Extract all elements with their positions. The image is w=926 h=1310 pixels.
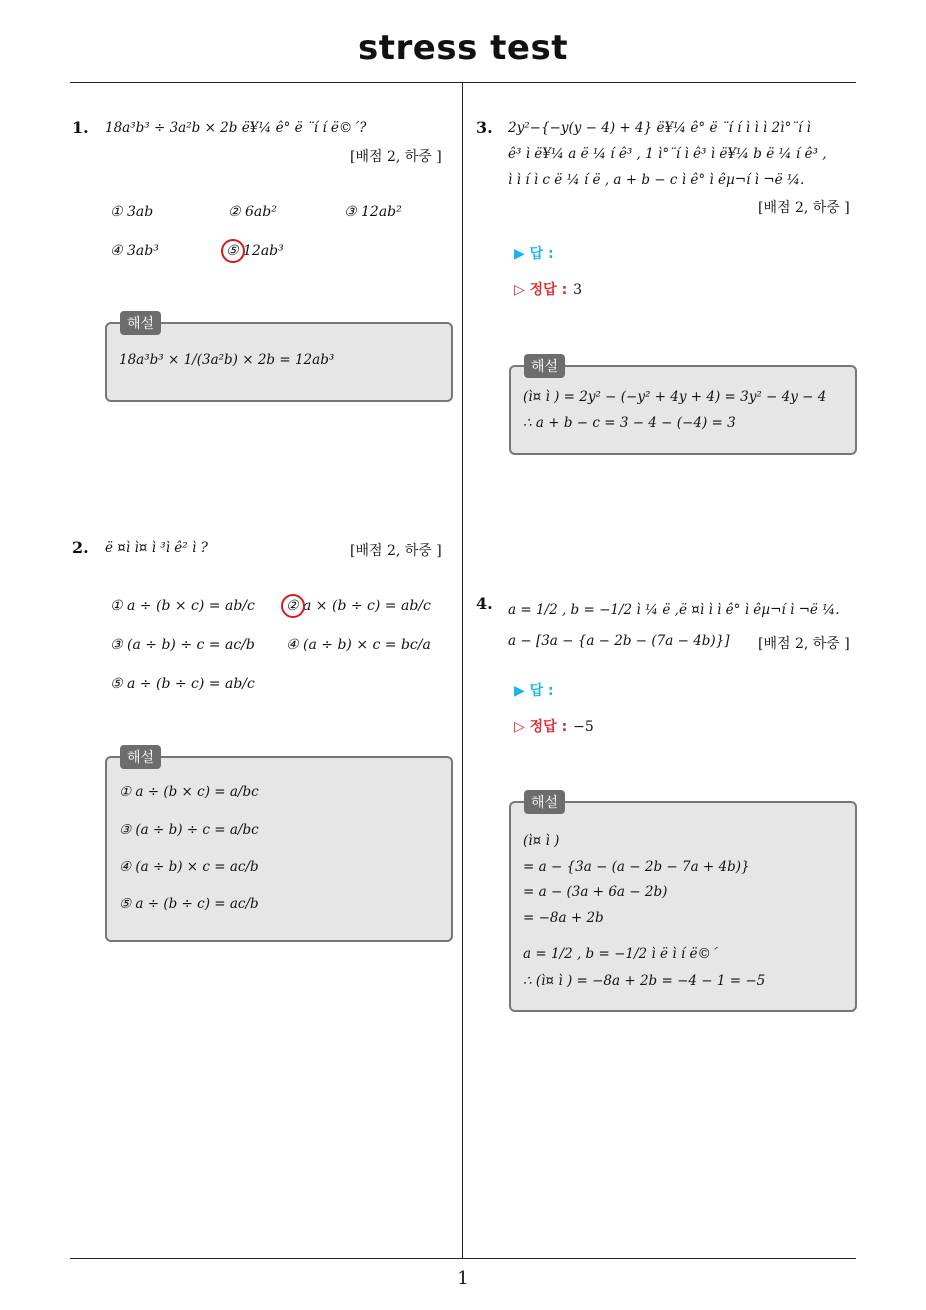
option-3[interactable]: ③ (a ÷ b) ÷ c = ac/b bbox=[110, 637, 255, 653]
explanation-line: (ì¤ ì ) = 2y² − (−y² + 4y + 4) = 3y² − 4y − 4 bbox=[523, 389, 827, 405]
option-4[interactable]: ④ 3ab³ bbox=[110, 243, 159, 259]
question-number: 3. bbox=[476, 118, 493, 137]
answer-label: ▶ 답 : bbox=[514, 683, 554, 699]
question-text-line: ê³ ì ë¥¼ a ë ¼ í ê³ , 1 ì°¨í ì ê³ ì ë¥¼ b ë ¼ í ê³ , bbox=[508, 146, 827, 162]
option-2[interactable]: ② a × (b ÷ c) = ab/c bbox=[286, 598, 431, 614]
explanation-line: ① a ÷ (b × c) = a/bc bbox=[119, 784, 259, 800]
option-2[interactable]: ② 6ab² bbox=[228, 204, 277, 220]
explanation-line: 18a³b³ × 1/(3a²b) × 2b = 12ab³ bbox=[119, 352, 335, 368]
question-meta: [배점 2, 하중 ] bbox=[350, 149, 442, 165]
correct-label: ▷ 정답 : bbox=[514, 719, 568, 735]
option-5[interactable]: ⑤ 12ab³ bbox=[226, 243, 284, 259]
column-divider bbox=[462, 83, 463, 1258]
question-text-line: 2y²−{−y(y − 4) + 4} ë¥¼ ê° ë ¨í í ì ì ì 2ì°¨í ì bbox=[508, 120, 811, 136]
answer-label: ▶ 답 : bbox=[514, 246, 554, 262]
explanation-line: (ì¤ ì ) bbox=[523, 833, 560, 849]
explanation-line: a = 1/2 , b = −1/2 ì ë ì í ë©´ bbox=[523, 946, 718, 962]
option-1[interactable]: ① 3ab bbox=[110, 204, 154, 220]
question-meta: [배점 2, 하중 ] bbox=[758, 636, 850, 652]
explanation-line: ④ (a ÷ b) × c = ac/b bbox=[119, 859, 259, 875]
explanation-line: ⑤ a ÷ (b ÷ c) = ac/b bbox=[119, 896, 259, 912]
correct-answer bbox=[514, 279, 582, 299]
explanation-line: = a − {3a − (a − 2b − 7a + 4b)} bbox=[523, 859, 750, 875]
question-text: 18a³b³ ÷ 3a²b × 2b ë¥¼ ê° ë ¨í í ë©´? bbox=[105, 120, 367, 136]
correct-label: ▷ 정답 : bbox=[514, 282, 568, 298]
explanation-line: = −8a + 2b bbox=[523, 910, 604, 926]
explanation-box bbox=[509, 365, 857, 455]
option-1[interactable]: ① a ÷ (b × c) = ab/c bbox=[110, 598, 255, 614]
selected-answer-mark bbox=[281, 594, 305, 618]
correct-answer bbox=[514, 716, 594, 736]
bottom-rule bbox=[70, 1258, 856, 1259]
question-meta: [배점 2, 하중 ] bbox=[350, 543, 442, 559]
explanation-tag: 해설 bbox=[120, 745, 161, 769]
option-3[interactable]: ③ 12ab² bbox=[344, 204, 402, 220]
correct-value: −5 bbox=[573, 719, 594, 735]
explanation-tag: 해설 bbox=[524, 790, 565, 814]
explanation-box bbox=[509, 801, 857, 1012]
question-number: 1. bbox=[72, 118, 89, 137]
selected-answer-mark bbox=[221, 239, 245, 263]
question-text-line: a = 1/2 , b = −1/2 ì ¼ ë ,ë ¤ì ì ì ê° ì êµ¬í ì ¬ë ¼. bbox=[508, 602, 840, 618]
explanation-tag: 해설 bbox=[524, 354, 565, 378]
explanation-line: ③ (a ÷ b) ÷ c = a/bc bbox=[119, 822, 259, 838]
question-number: 2. bbox=[72, 538, 89, 557]
explanation-box bbox=[105, 756, 453, 942]
question-number: 4. bbox=[476, 594, 493, 613]
question-text-line: ì ì í ì c ë ¼ í ë , a + b − c ì ê° ì êµ¬í ì ¬ë ¼. bbox=[508, 172, 805, 188]
correct-value: 3 bbox=[573, 282, 583, 298]
option-5[interactable]: ⑤ a ÷ (b ÷ c) = ab/c bbox=[110, 676, 255, 692]
top-rule bbox=[70, 82, 856, 83]
explanation-line: ∴ a + b − c = 3 − 4 − (−4) = 3 bbox=[523, 415, 736, 431]
explanation-line: = a − (3a + 6a − 2b) bbox=[523, 884, 668, 900]
explanation-tag: 해설 bbox=[120, 311, 161, 335]
question-text-line: a − [3a − {a − 2b − (7a − 4b)}] bbox=[508, 633, 730, 649]
question-text: ë ¤ì ì¤ ì ³ì ê² ì ? bbox=[105, 540, 208, 556]
option-4[interactable]: ④ (a ÷ b) × c = bc/a bbox=[286, 637, 431, 653]
page-title: stress test bbox=[358, 28, 568, 68]
page-number: 1 bbox=[457, 1268, 469, 1289]
question-meta: [배점 2, 하중 ] bbox=[758, 200, 850, 216]
explanation-line: ∴ (ì¤ ì ) = −8a + 2b = −4 − 1 = −5 bbox=[523, 973, 766, 989]
